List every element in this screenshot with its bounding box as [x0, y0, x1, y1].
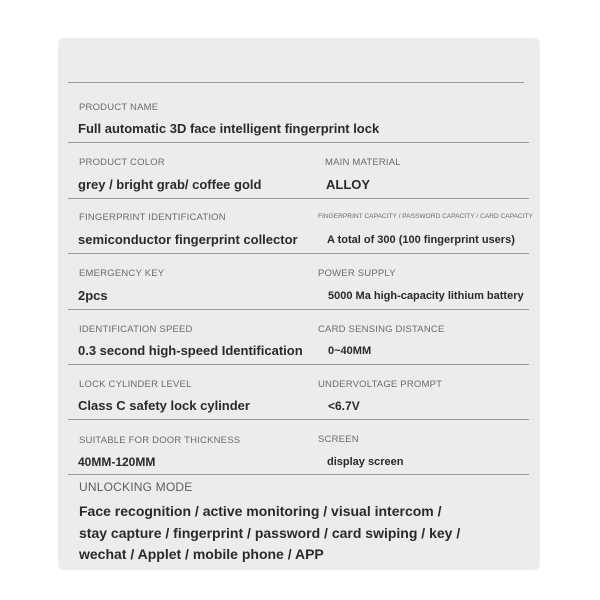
divider — [68, 474, 529, 475]
screen-value: display screen — [327, 456, 404, 468]
lock-cylinder-level-label: LOCK CYLINDER LEVEL — [79, 379, 192, 390]
undervoltage-prompt-value: <6.7V — [328, 399, 360, 413]
capacity-label: FINGERPRINT CAPACITY / PASSWORD CAPACITY / CARD CAPACITY — [318, 213, 533, 220]
divider — [68, 419, 529, 420]
unlocking-mode-line: stay capture / fingerprint / password / card swiping / key / — [79, 524, 461, 541]
unlocking-mode-list — [79, 501, 519, 566]
product-color-label: PRODUCT COLOR — [79, 157, 165, 168]
card-sensing-distance-value: 0~40MM — [328, 345, 372, 357]
divider — [68, 364, 529, 365]
emergency-key-label: EMERGENCY KEY — [79, 268, 165, 279]
lock-cylinder-level-value: Class C safety lock cylinder — [78, 398, 250, 413]
unlocking-mode-label: UNLOCKING MODE — [79, 480, 193, 494]
emergency-key-value: 2pcs — [78, 288, 108, 303]
unlocking-mode-line: Face recognition / active monitoring / visual intercom / — [79, 503, 442, 519]
top-divider — [68, 82, 524, 83]
identification-speed-value: 0.3 second high-speed Identification — [78, 343, 303, 358]
divider — [68, 309, 529, 310]
unlocking-mode-line: wechat / Applet / mobile phone / APP — [79, 546, 324, 562]
screen-label: SCREEN — [318, 434, 359, 445]
divider — [68, 198, 529, 199]
divider — [68, 253, 529, 254]
fingerprint-identification-label: FINGERPRINT IDENTIFICATION — [79, 212, 226, 223]
divider — [68, 142, 529, 143]
power-supply-value: 5000 Ma high-capacity lithium battery — [328, 290, 524, 302]
product-name-value: Full automatic 3D face intelligent fingerprint lock — [78, 121, 380, 136]
power-supply-label: POWER SUPPLY — [318, 268, 396, 279]
product-color-value: grey / bright grab/ coffee gold — [78, 177, 262, 192]
main-material-value: ALLOY — [326, 177, 371, 192]
identification-speed-label: IDENTIFICATION SPEED — [79, 324, 193, 335]
product-name-label: PRODUCT NAME — [79, 102, 159, 113]
fingerprint-identification-value: semiconductor fingerprint collector — [78, 232, 298, 247]
capacity-value: A total of 300 (100 fingerprint users) — [327, 234, 515, 246]
door-thickness-value: 40MM-120MM — [78, 455, 156, 469]
main-material-label: MAIN MATERIAL — [325, 157, 401, 168]
undervoltage-prompt-label: UNDERVOLTAGE PROMPT — [318, 379, 443, 390]
door-thickness-label: SUITABLE FOR DOOR THICKNESS — [79, 435, 241, 446]
card-sensing-distance-label: CARD SENSING DISTANCE — [318, 324, 445, 335]
